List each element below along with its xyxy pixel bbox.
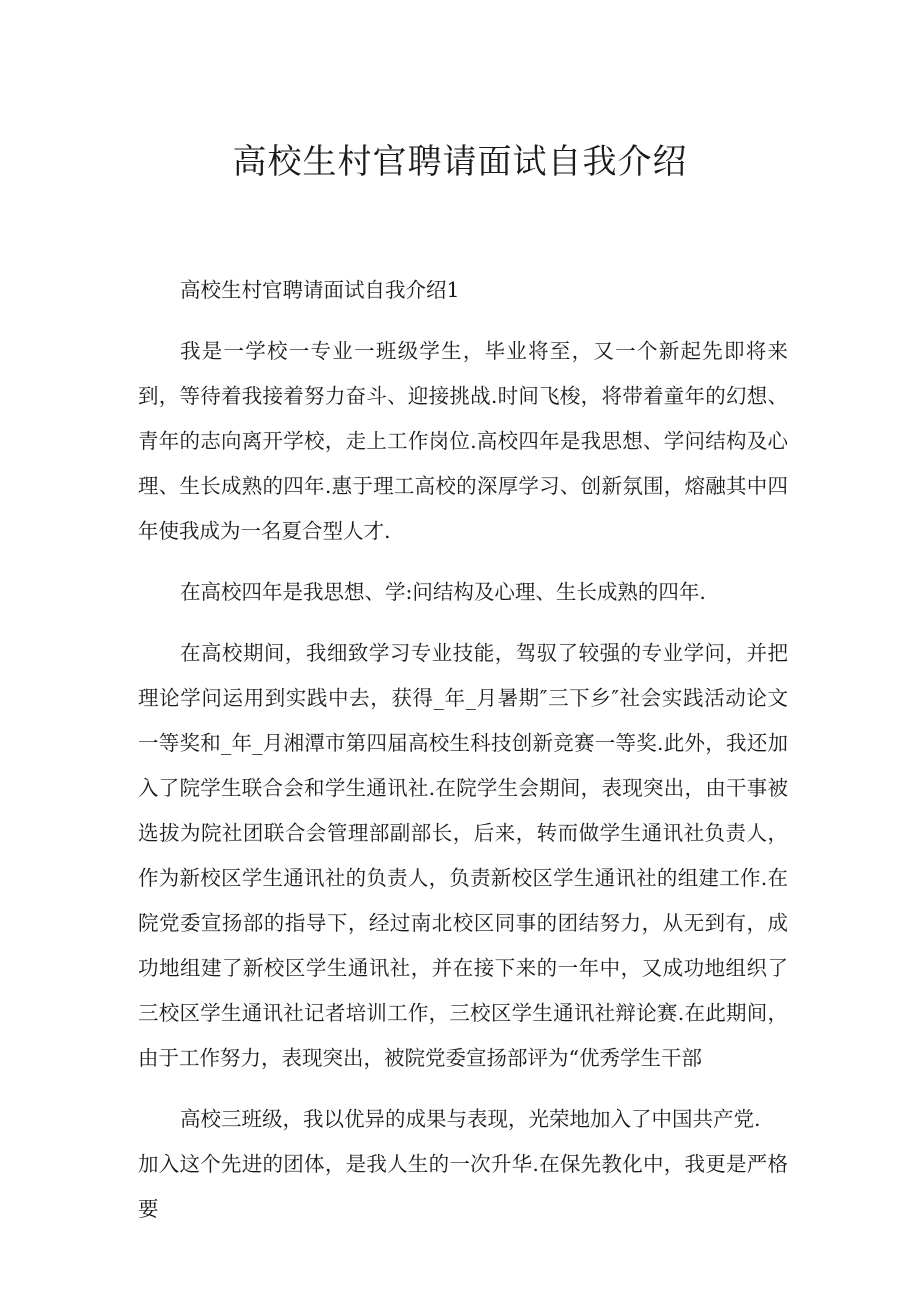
document-title: 高校生村官聘请面试自我介绍 xyxy=(232,142,688,182)
paragraph-intro: 我是一学校一专业一班级学生，毕业将至，又一个新起先即将来到，等待着我接着努力奋斗、迎接挑战.时间飞梭，将带着童年的幻想、青年的志向离开学校，走上工作岗位.高校四年是我思想、学问结构及心理、生长成熟的四年.惠于理工高校的深厚学习、创新氛围，熔融其中四年使我成为一名夏合型人才. xyxy=(138,339,788,543)
paragraph-continuation: 加入这个先进的团体，是我人生的一次升华.在保先教化中，我更是严格要 xyxy=(138,1152,788,1221)
section-heading: 高校生村官聘请面试自我介绍1 xyxy=(180,278,460,302)
paragraph-summary: 在高校四年是我思想、学:问结构及心理、生长成熟的四年. xyxy=(180,580,706,604)
paragraph-college-activities: 在高校期间，我细致学习专业技能，驾驭了较强的专业学问，并把理论学问运用到实践中去，获得_年_月暑期″三下乡″社会实践活动论文一等奖和_年_月湘潭市第四届高校生科技创新竞赛一等奖.此外，我还加入了院学生联合会和学生通讯社.在院学生会期间，表现突出，由干事被选拔为院社团联合会管理部副部长，后来，转而做学生通讯社负责人，作为新校区学生通讯社的负责人，负责新校区学生通讯社的组建工作.在院党委宣扬部的指导下，经过南北校区同事的团结努力，从无到有，成功地组建了新校区学生通讯社，并在接下来的一年中，又成功地组织了三校区学生通讯社记者培训工作，三校区学生通讯社辩论赛.在此期间，由于工作努力，表现突出，被院党委宣扬部评为“优秀学生干部 xyxy=(138,641,788,1070)
document-body xyxy=(138,268,788,1248)
paragraph-party-membership: 高校三班级，我以优异的成果与表现，光荣地加入了中国共产党. xyxy=(180,1107,761,1131)
